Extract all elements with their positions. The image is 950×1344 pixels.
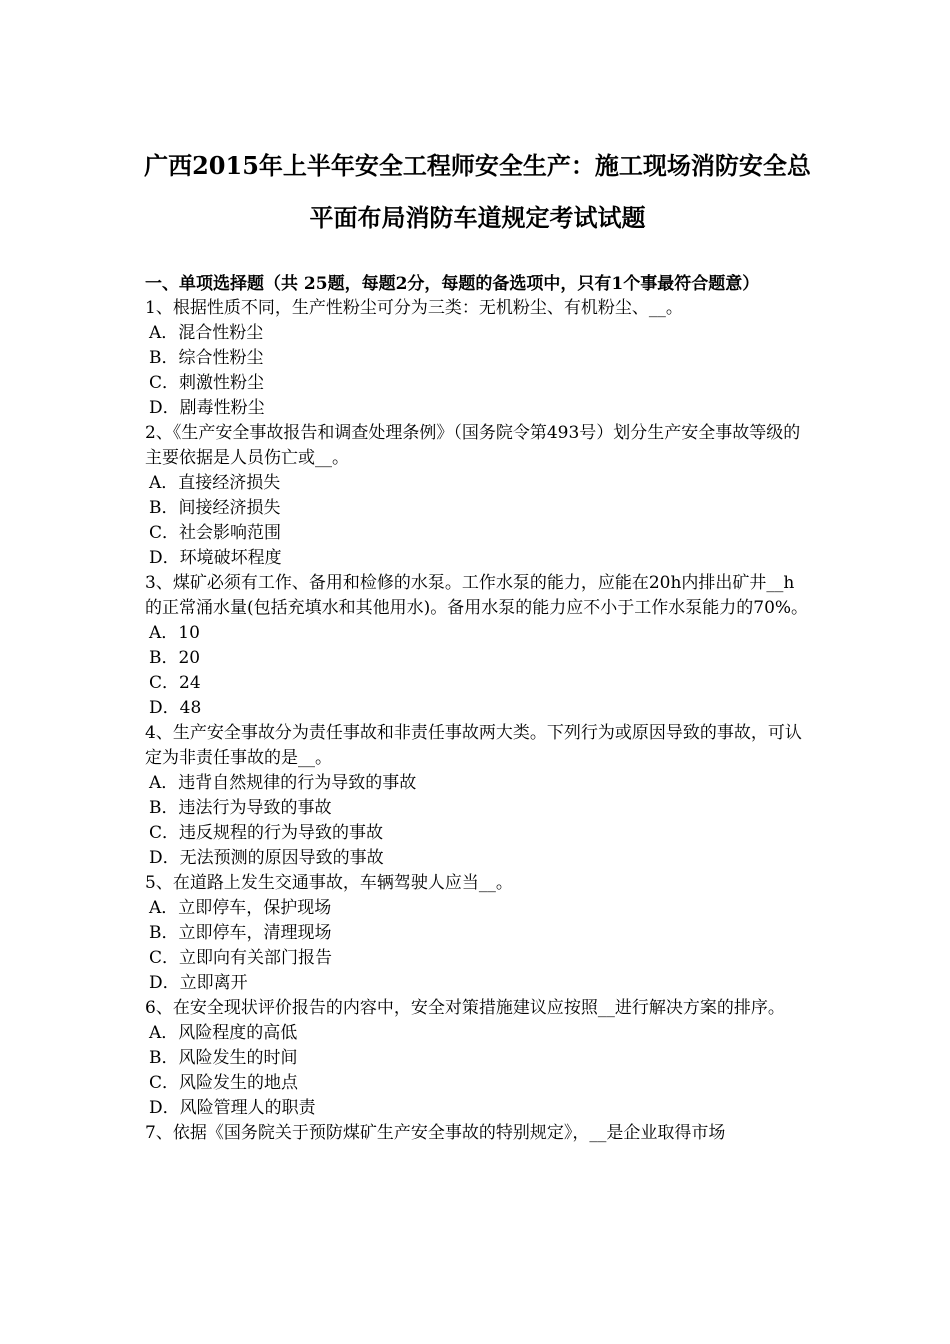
answer-option: B．间接经济损失 [149, 498, 281, 518]
question-stem: 5、在道路上发生交通事故，车辆驾驶人应当__。 [145, 873, 513, 893]
answer-option: A．混合性粉尘 [149, 323, 264, 343]
answer-option: C．刺激性粉尘 [149, 373, 265, 393]
section-heading: 一、单项选择题（共 25题，每题2分，每题的备选项中，只有1个事最符合题意） [145, 274, 760, 294]
answer-option: A．违背自然规律的行为导致的事故 [149, 773, 417, 793]
question-item [145, 871, 810, 996]
document-page [145, 140, 810, 1146]
answer-option: B．风险发生的时间 [149, 1048, 298, 1068]
question-list [145, 296, 810, 1146]
answer-option: C．立即向有关部门报告 [149, 948, 333, 968]
question-item [145, 571, 810, 721]
answer-option: A．直接经济损失 [149, 473, 281, 493]
document-title: 广西2015年上半年安全工程师安全生产：施工现场消防安全总平面布局消防车道规定考试试题 [144, 151, 811, 232]
question-item [145, 996, 810, 1121]
answer-option: B．违法行为导致的事故 [149, 798, 332, 818]
question-item [145, 421, 810, 571]
question-stem: 1、根据性质不同，生产性粉尘可分为三类：无机粉尘、有机粉尘、__。 [145, 298, 683, 318]
answer-option: D．无法预测的原因导致的事故 [149, 848, 384, 868]
answer-option: D．环境破坏程度 [149, 548, 282, 568]
answer-option: C．社会影响范围 [149, 523, 282, 543]
answer-option: A．风险程度的高低 [149, 1023, 298, 1043]
question-item [145, 296, 810, 421]
answer-option: B．20 [149, 648, 201, 668]
answer-option: A．10 [149, 623, 200, 643]
question-stem: 4、生产安全事故分为责任事故和非责任事故两大类。下列行为或原因导致的事故，可认定为非责任事故的是__。 [145, 723, 802, 768]
question-stem: 7、依据《国务院关于预防煤矿生产安全事故的特别规定》，__是企业取得市场 [145, 1123, 726, 1143]
answer-option: C．违反规程的行为导致的事故 [149, 823, 384, 843]
question-stem: 2、《生产安全事故报告和调查处理条例》（国务院令第493号）划分生产安全事故等级的主要依据是人员伤亡或__。 [145, 423, 801, 468]
answer-option: C．24 [149, 673, 201, 693]
answer-option: D．风险管理人的职责 [149, 1098, 316, 1118]
answer-option: B．综合性粉尘 [149, 348, 264, 368]
question-stem: 6、在安全现状评价报告的内容中，安全对策措施建议应按照__进行解决方案的排序。 [145, 998, 785, 1018]
answer-option: D．立即离开 [149, 973, 248, 993]
answer-option: A．立即停车，保护现场 [149, 898, 332, 918]
answer-option: D．剧毒性粉尘 [149, 398, 265, 418]
answer-option: C．风险发生的地点 [149, 1073, 299, 1093]
answer-option: B．立即停车，清理现场 [149, 923, 332, 943]
answer-option: D．48 [149, 698, 202, 718]
question-stem: 3、煤矿必须有工作、备用和检修的水泵。工作水泵的能力，应能在20h内排出矿井__h的正常涌水量(包括充填水和其他用水)。备用水泵的能力应不小于工作水泵能力的70%。 [145, 573, 809, 618]
question-item [145, 721, 810, 871]
question-item [145, 1121, 810, 1146]
